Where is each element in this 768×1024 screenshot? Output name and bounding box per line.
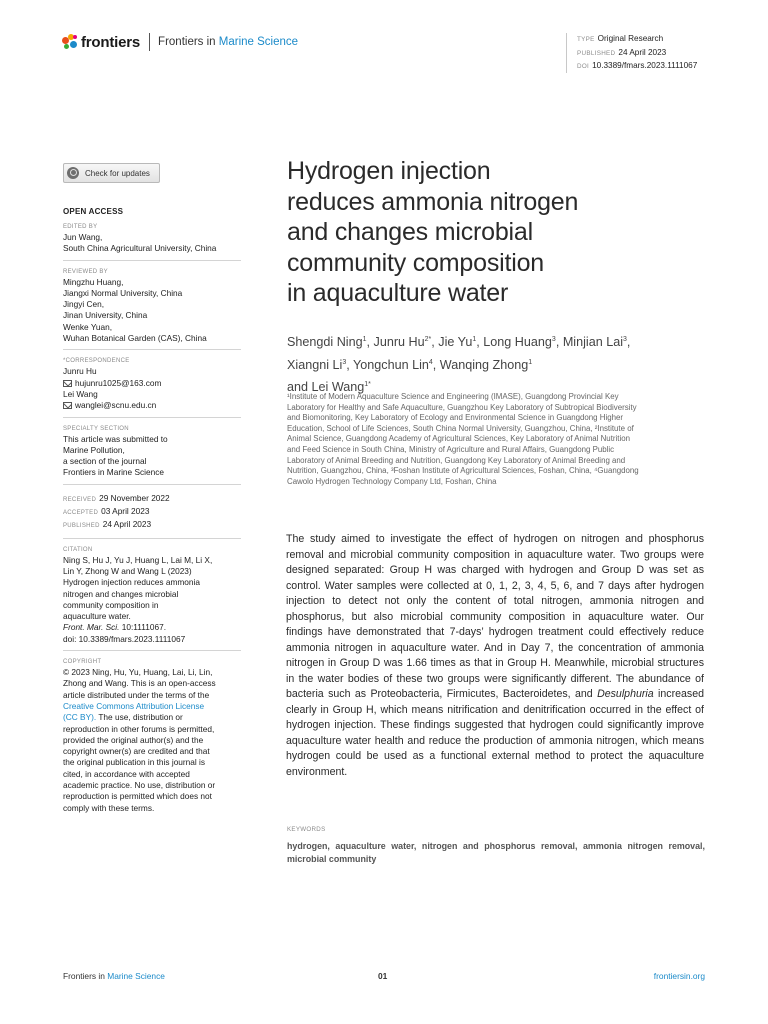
published-label: PUBLISHED (63, 523, 100, 530)
divider (63, 650, 241, 651)
author-sup: 1* (364, 381, 371, 389)
abstract-genus: Desulphuria (597, 688, 654, 700)
published-date (63, 519, 241, 532)
article-title (287, 156, 707, 309)
correspondence-label: *CORRESPONDENCE (63, 358, 130, 365)
meta-doi (577, 60, 697, 74)
specialty-line: This article was submitted to (63, 433, 168, 444)
keywords-label: KEYWORDS (287, 826, 326, 833)
citation-line: Ning S, Hu J, Yu J, Huang L, Lai M, Li X, (63, 554, 213, 565)
divider (63, 484, 241, 485)
citation-volume: 10:1111067. (119, 622, 167, 633)
title-line: in aquaculture water (287, 279, 509, 307)
title-line: reduces ammonia nitrogen (287, 187, 579, 216)
check-updates-label: Check for updates (85, 168, 150, 178)
abstract (286, 532, 704, 780)
reviewer-line: Jiangxi Normal University, China (63, 287, 183, 298)
copyright-line: comply with these terms. (63, 802, 155, 813)
title-line: and changes microbial (287, 218, 533, 246)
author-sup: 4 (428, 358, 433, 366)
abstract-text: increased clearly in Group H, which means nitrification and denitrification occurred in the effect of hydrogen injection. These findings suggested that hydrogen could significantly improve aquaculture water health and reduce the production of ammonia nitrogen, which means hydrogen could be used as a functional external method to protect the aquaculture environment. (286, 688, 704, 778)
title-line: community composition (287, 248, 545, 277)
citation-line: Lin Y, Zhong W and Wang L (2023) (63, 565, 192, 576)
specialty-line: Frontiers in Marine Science (63, 467, 164, 478)
email-address: hujunru1025@163.com (75, 377, 162, 388)
specialty-label: SPECIALTY SECTION (63, 425, 129, 432)
meta-published-label: PUBLISHED (577, 49, 616, 57)
citation-journal: Front. Mar. Sci. (63, 622, 120, 633)
brand-name: frontiers (81, 33, 141, 51)
specialty-line: a section of the journal (63, 456, 147, 467)
author-sup: 3 (623, 336, 627, 343)
specialty-line: Marine Pollution, (63, 444, 125, 455)
affiliation-line: Laboratory of Animal Breeding and Nutrition, Guangdong Key Laboratory of Animal Breeding and (287, 455, 626, 465)
affiliation-line: Animal Science, Guangdong Academy of Agricultural Sciences, Key Laboratory of Animal Nutrition (287, 434, 630, 444)
frontiers-logo[interactable] (62, 33, 298, 51)
copyright-line (63, 712, 241, 723)
reviewer-line: Jinan University, China (63, 310, 148, 321)
frontiers-logo-icon (62, 34, 78, 50)
license-link-tail[interactable]: (CC BY). (63, 712, 97, 723)
meta-published-value: 24 April 2023 (618, 47, 667, 57)
abstract-text: The study aimed to investigate the effect of hydrogen on nitrogen and phosphorus removal and microbial community composition in aquaculture water. Two groups were designed separated: Group H was charged with hydrogen and Group D was set as control. Water samples were collected at 0, 1, 2, 3, 4, 5, 6, and 7 days after hydrogen injection to detect not only the content of total nitrogen, ammonia nitrogen and phosphorus, but also microbial community composition in aquaculture water. Our findings have demonstrated that 7-days’ hydrogen treatment could effectively reduce ammonia nitrogen in aquaculture water. And in Day 7, the concentration of ammonia nitrogen in Group D was 1.66 times as that in Group H. Meanwhile, microbial structures in the water bodies of these two groups were significantly different. The abundance of bacteria such as Proteobacteria, Firmicutes, Bacteroidetes, and (286, 533, 704, 700)
license-link[interactable]: Creative Commons Attribution License (63, 700, 205, 711)
title-line: Hydrogen injection (287, 157, 491, 185)
citation-section (63, 545, 241, 645)
divider (63, 538, 241, 539)
copyright-line: provided the original author(s) and the (63, 734, 204, 745)
accepted-label: ACCEPTED (63, 510, 99, 517)
author-name[interactable]: Wanqing Zhong (439, 357, 529, 372)
affiliation-line: Cawolo Hydrogen Technology Company Ltd, Foshan, China (287, 476, 497, 486)
corresponding-author: Junru Hu (63, 366, 97, 377)
editor-line: Jun Wang, (63, 232, 103, 242)
author-name[interactable]: Long Huang (483, 335, 552, 350)
check-updates-icon (67, 167, 79, 179)
author-line: Shengdi Ning$^1$, Junru $Hu^{2*}$, Jie Yu$^1$, Long Huang$^3$, Minjian Lai$^3$, (287, 335, 631, 350)
license-tail: The use, distribution or (96, 712, 183, 723)
affiliation-line: Laboratory for Healthy and Safe Aquaculture, Guangzhou Key Laboratory of Subtropical Biodiversity (287, 402, 637, 412)
editor-line: South China Agricultural University, China (63, 243, 217, 254)
dates-section (63, 493, 241, 533)
citation-line: nitrogen and changes microbial (63, 588, 179, 599)
article-meta (566, 33, 697, 73)
affiliations (287, 392, 707, 487)
meta-type (577, 33, 697, 47)
copyright-line: academic practice. No use, distribution or (63, 779, 216, 790)
author-sup: 3 (551, 336, 556, 343)
page-header (62, 30, 712, 78)
edited-by-section (63, 222, 241, 255)
corresponding-author: Lei Wang (63, 388, 98, 399)
journal-name[interactable] (158, 36, 298, 48)
copyright-section (63, 657, 241, 814)
reviewer-line: Jingyi Cen, (63, 299, 105, 310)
author-line: and Lei Wang$^{1*}$ (287, 380, 371, 395)
copyright-line: reproduction in other forums is permitted, (63, 723, 215, 734)
citation-line: aquaculture water. (63, 611, 131, 622)
author-sup: 1 (362, 336, 367, 343)
copyright-line: article distributed under the terms of the (63, 689, 210, 700)
correspondence-section (63, 356, 241, 411)
author-sup: 3 (342, 358, 347, 366)
author-line: Xiangni Li$^3$, Yongchun Lin$^4$, Wanqing Zhong$^1$ (287, 357, 533, 372)
meta-doi-label: DOI (577, 63, 590, 70)
check-for-updates-button[interactable] (63, 163, 160, 183)
edited-by-label: EDITED BY (63, 224, 98, 230)
citation-line: community composition in (63, 599, 159, 610)
open-access-label: OPEN ACCESS (63, 207, 124, 216)
journal-prefix: Frontiers in (158, 36, 219, 48)
page-footer (63, 971, 705, 985)
published-value: 24 April 2023 (102, 519, 152, 530)
copyright-line: copyright owner(s) are credited and that (63, 746, 210, 757)
divider (63, 349, 241, 350)
email-link[interactable] (63, 378, 241, 389)
affiliation-line: ¹Institute of Modern Aquaculture Science and Engineering (IMASE), Guangdong Provincial Key (287, 392, 619, 401)
affiliation-line: Nutrition, Guangzhou, China, ³Foshan Institute of Agricultural Sciences, Foshan, China, ⁴Guangdong (287, 466, 639, 476)
copyright-line: Zhong and Wang. This is an open-access (63, 678, 216, 689)
received-value: 29 November 2022 (99, 492, 170, 503)
received-date (63, 493, 241, 506)
divider (63, 417, 241, 418)
envelope-icon (63, 380, 72, 387)
author-name[interactable]: Xiangni Li (287, 357, 343, 372)
reviewed-by-label: REVIEWED BY (63, 268, 108, 275)
footer-journal-prefix: Frontiers in (63, 971, 108, 981)
meta-published (577, 47, 697, 61)
received-label: RECEIVED (63, 496, 97, 503)
meta-type-label: TYPE (577, 36, 595, 43)
meta-type-value: Original Research (597, 34, 664, 43)
author-name[interactable]: Junru Hu (373, 335, 425, 350)
copyright-line: the original publication in this journal is (63, 757, 206, 768)
footer-journal[interactable] (63, 971, 165, 981)
envelope-icon (63, 402, 72, 409)
citation-doi[interactable]: doi: 10.3389/fmars.2023.1111067 (63, 633, 186, 644)
author-name[interactable]: Yongchun Lin (353, 357, 429, 372)
author-sup: 2* (424, 336, 432, 343)
page-number: 01 (378, 971, 388, 981)
specialty-section (63, 424, 241, 479)
accepted-date (63, 506, 241, 519)
keywords: hydrogen, aquaculture water, nitrogen and phosphorus removal, ammonia nitrogen removal, microbial community (287, 841, 705, 864)
email-link[interactable] (63, 400, 241, 411)
footer-journal-accent: Marine Science (107, 971, 165, 981)
email-address: wanglei@scnu.edu.cn (75, 400, 157, 411)
divider (63, 260, 241, 261)
affiliation-line: and Feed Science in South China, Ministry of Agriculture and Rural Affairs, Guangdong Public (287, 444, 615, 454)
author-name[interactable]: Lei Wang (311, 380, 365, 395)
author-list (287, 330, 707, 398)
copyright-line: © 2023 Ning, Hu, Yu, Huang, Lai, Li, Lin, (63, 667, 213, 678)
reviewer-line: Mingzhu Huang, (63, 276, 124, 287)
journal-accent: Marine Science (218, 36, 299, 48)
logo-divider (149, 33, 150, 51)
author-sup: 1 (528, 358, 533, 366)
affiliation-line: Education, School of Life Sciences, South China Normal University, Guangzhou, China, ²Institute of (287, 423, 634, 433)
author-name[interactable]: Minjian Lai (562, 335, 624, 350)
citation-journal-line (63, 622, 241, 633)
reviewer-line: Wenke Yuan, (63, 321, 113, 332)
sidebar (63, 163, 241, 814)
author-name[interactable]: Shengdi Ning (287, 335, 363, 350)
copyright-line: cited, in accordance with accepted (63, 768, 190, 779)
accepted-value: 03 April 2023 (101, 506, 150, 517)
copyright-line: reproduction is permitted which does not (63, 791, 212, 802)
reviewed-by-section (63, 267, 241, 345)
meta-doi-value[interactable]: 10.3389/fmars.2023.1111067 (592, 61, 698, 70)
reviewer-line: Wuhan Botanical Garden (CAS), China (63, 333, 207, 344)
author-name[interactable]: Jie Yu (438, 335, 473, 350)
copyright-label: COPYRIGHT (63, 659, 102, 666)
citation-label: CITATION (63, 546, 93, 553)
footer-site-link[interactable]: frontiersin.org (653, 971, 705, 981)
affiliation-line: and Biomonitoring, Key Laboratory of Ecology and Environmental Science in Guangdong Higher (287, 413, 623, 423)
author-sup: 1 (472, 336, 477, 343)
citation-line: Hydrogen injection reduces ammonia (63, 577, 200, 588)
